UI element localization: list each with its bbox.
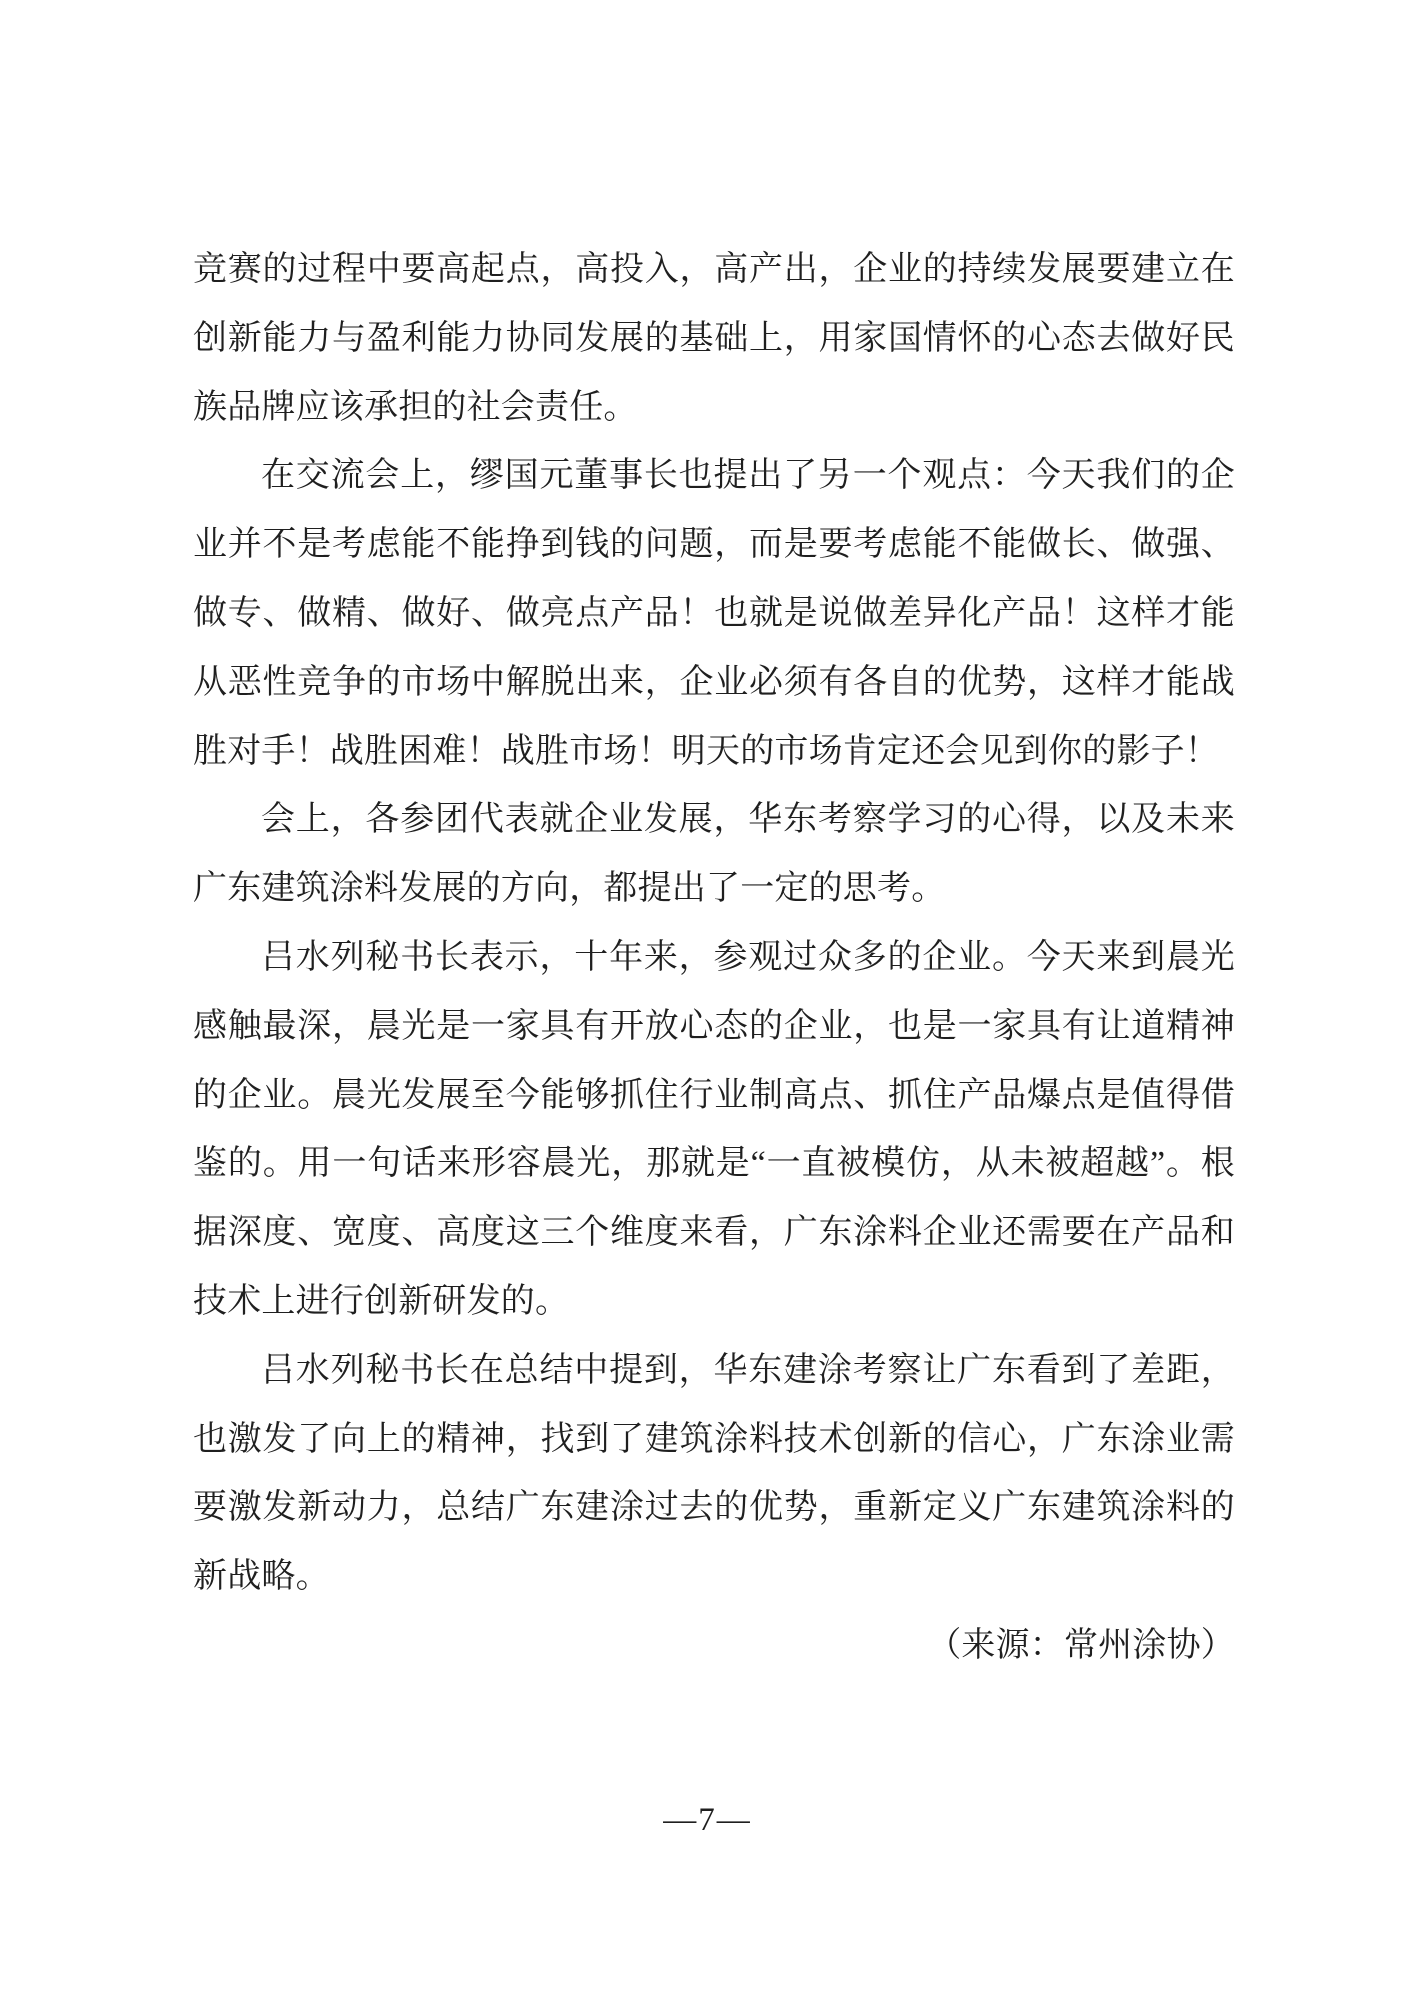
page-number: —7— (663, 1802, 752, 1838)
source-attribution: （来源：常州涂协） (927, 1626, 1235, 1664)
paragraph: 在交流会上，缪国元董事长也提出了另一个观点：今天我们的企业并不是考虑能不能挣到钱的问题，而是要考虑能不能做长、做强、做专、做精、做好、做亮点产品！也就是说做差异化产品！这样才能从恶性竞争的市场中解脱出来，企业必须有各自的优势，这样才能战胜对手！战胜困难！战胜市场！明天的市场肯定还会见到你的影子！ (193, 457, 1235, 770)
paragraph: 会上，各参团代表就企业发展，华东考察学习的心得，以及未来广东建筑涂料发展的方向，都提出了一定的思考。 (193, 801, 1235, 908)
paragraph: 吕水列秘书长表示，十年来，参观过众多的企业。今天来到晨光感触最深，晨光是一家具有开放心态的企业，也是一家具有让道精神的企业。晨光发展至今能够抓住行业制高点、抓住产品爆点是值得借鉴的。用一句话来形容晨光，那就是“一直被模仿，从未被超越”。根据深度、宽度、高度这三个维度来看，广东涂料企业还需要在产品和技术上进行创新研发的。 (193, 938, 1235, 1320)
body-text (193, 236, 1235, 1681)
paragraph-continuation: 竞赛的过程中要高起点，高投入，高产出，企业的持续发展要建立在创新能力与盈利能力协同发展的基础上，用家国情怀的心态去做好民族品牌应该承担的社会责任。 (193, 251, 1235, 426)
paragraph: 吕水列秘书长在总结中提到，华东建涂考察让广东看到了差距，也激发了向上的精神，找到了建筑涂料技术创新的信心，广东涂业需要激发新动力，总结广东建涂过去的优势，重新定义广东建筑涂料的新战略。 (193, 1351, 1235, 1596)
